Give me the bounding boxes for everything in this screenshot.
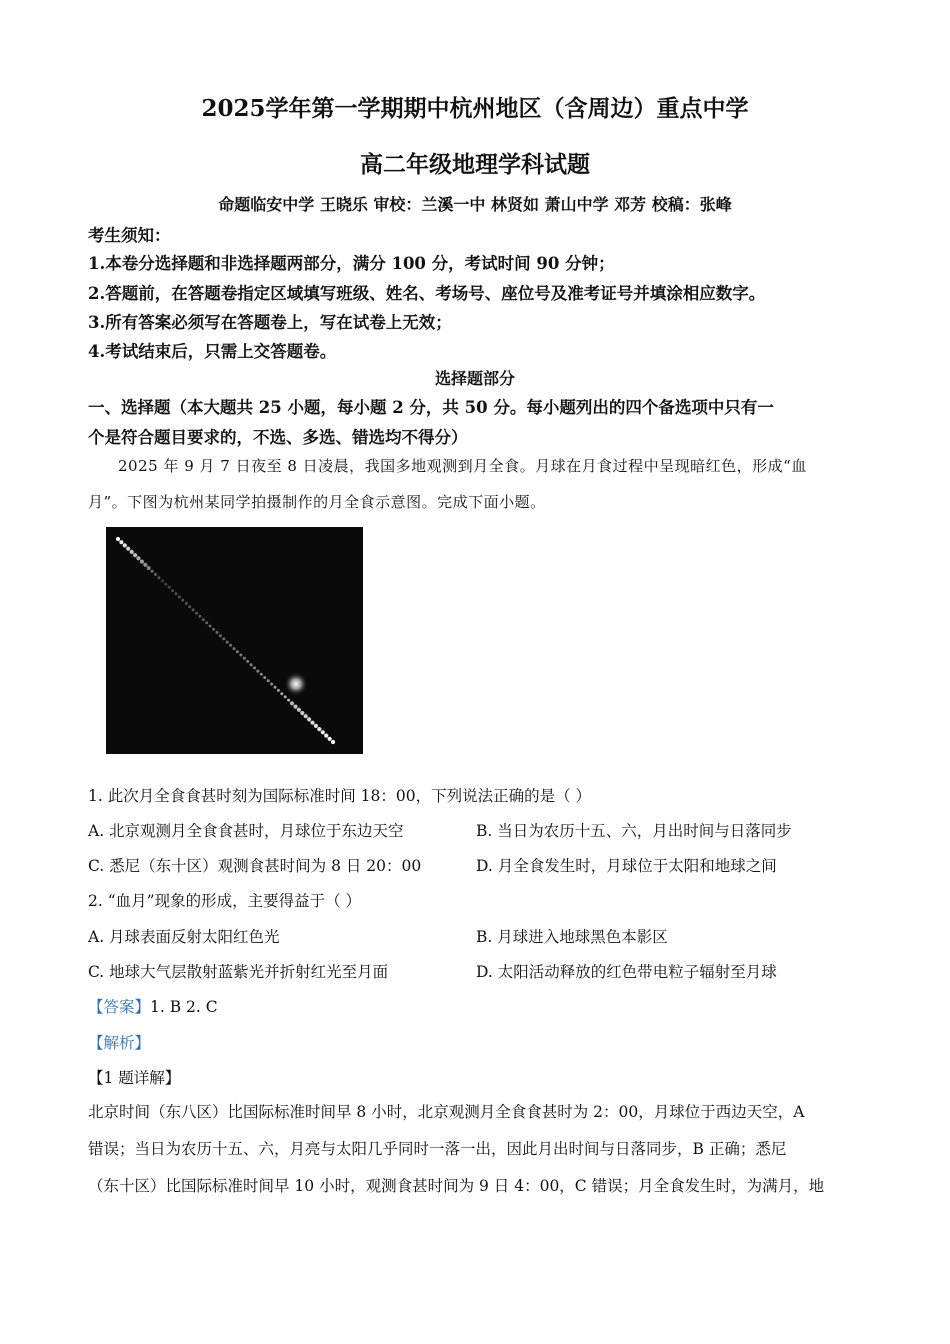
notice-item-4: 4.考试结束后，只需上交答题卷。 — [88, 342, 337, 361]
exam-title-line2: 高二年级地理学科试题 — [360, 151, 590, 178]
question-2-option-a: A. 月球表面反射太阳红色光 — [88, 928, 280, 946]
analysis-line-1: 北京时间（东八区）比国际标准时间早 8 小时，北京观测月全食食甚时为 2：00，月球位于西边天空，A — [88, 1103, 805, 1121]
moon-dot — [321, 730, 325, 734]
moon-dot — [205, 621, 208, 624]
moon-dot — [304, 714, 308, 718]
moon-dot — [314, 724, 318, 728]
moon-dot — [324, 734, 328, 738]
moon-dot — [164, 583, 167, 586]
moon-dot — [236, 650, 239, 653]
moon-dot — [136, 556, 140, 560]
question-2-option-d: D. 太阳活动释放的红色带电粒子辐射至月球 — [476, 963, 777, 981]
moon-dot — [300, 711, 304, 715]
question-2-stem: 2. “血月”现象的形成，主要得益于（ ） — [88, 892, 361, 910]
moon-dot — [233, 647, 236, 650]
notice-heading: 考生须知： — [88, 226, 171, 245]
moon-dot — [246, 660, 249, 663]
moon-dot — [277, 689, 280, 692]
notice-item-1: 1.本卷分选择题和非选择题两部分，满分 100 分，考试时间 90 分钟； — [88, 254, 615, 273]
moon-dot — [256, 670, 259, 673]
moon-dot — [119, 540, 123, 544]
moon-dot — [243, 657, 246, 660]
moon-dot — [260, 673, 263, 676]
moon-dot — [239, 654, 242, 657]
question-1-option-b: B. 当日为农历十五、六，月出时间与日落同步 — [476, 822, 792, 840]
authors-line: 命题临安中学 王晓乐 审校：兰溪一中 林贤如 萧山中学 邓芳 校稿：张峰 — [218, 195, 732, 214]
question-2-option-c: C. 地球大气层散射蓝紫光并折射红光至月面 — [88, 963, 389, 981]
moon-dot — [253, 666, 256, 669]
moon-dot-sequence — [116, 537, 335, 744]
moon-dot — [147, 566, 151, 570]
moon-dot — [209, 625, 212, 628]
moon-dot — [185, 602, 188, 605]
moon-dot — [126, 547, 130, 551]
moon-dot — [116, 537, 120, 541]
moon-dot — [192, 608, 195, 611]
moon-dot — [328, 737, 332, 741]
section-instruction-line1: 一、选择题（本大题共 25 小题，每小题 2 分，共 50 分。每小题列出的四个备选项中只有一 — [88, 398, 774, 417]
answer-line — [88, 995, 218, 1017]
moon-dot — [317, 727, 321, 731]
moon-dot — [310, 721, 314, 725]
answer-tag: 【答案】 — [88, 998, 151, 1016]
lunar-eclipse-sequence — [106, 527, 363, 754]
analysis-line-3: （东十区）比国际标准时间早 10 小时，观测食甚时间为 9 日 4：00，C 错误；月全食发生时，为满月，地 — [88, 1177, 825, 1195]
exam-title-line1: 2025学年第一学期期中杭州地区（含周边）重点中学 — [201, 95, 749, 122]
eclipse-glow — [284, 672, 308, 696]
moon-dot — [284, 695, 287, 698]
moon-dot — [270, 683, 273, 686]
moon-dot — [250, 663, 253, 666]
moon-dot — [331, 740, 335, 744]
moon-dot — [188, 605, 191, 608]
moon-dot — [151, 570, 154, 573]
question-1-option-d: D. 月全食发生时，月球位于太阳和地球之间 — [476, 857, 777, 875]
moon-dot — [202, 618, 205, 621]
question-1-option-c: C. 悉尼（东十区）观测食甚时间为 8 日 20：00 — [88, 857, 422, 875]
moon-dot — [219, 634, 222, 637]
moon-dot — [171, 589, 174, 592]
question-2-option-b: B. 月球进入地球黑色本影区 — [476, 928, 668, 946]
moon-dot — [267, 679, 270, 682]
moon-dot — [293, 705, 297, 709]
moon-dot — [263, 676, 266, 679]
answer-text: 1. B 2. C — [150, 998, 218, 1016]
moon-dot — [168, 586, 171, 589]
moon-dot — [123, 543, 127, 547]
moon-dot — [307, 717, 311, 721]
moon-dot — [290, 701, 294, 705]
moon-dot — [154, 573, 157, 576]
moon-dot — [158, 576, 161, 579]
analysis-line-2: 错误；当日为农历十五、六，月亮与太阳几乎同时一落一出，因此月出时间与日落同步，B 正确；悉尼 — [88, 1140, 787, 1158]
material-line2: 月”。下图为杭州某同学拍摄制作的月全食示意图。完成下面小题。 — [88, 493, 546, 511]
analysis-subheading: 【1 题详解】 — [88, 1069, 181, 1087]
section-instruction-line2: 个是符合题目要求的，不选、多选、错选均不得分） — [88, 428, 468, 447]
moon-dot — [280, 692, 283, 695]
moon-dot — [226, 641, 229, 644]
lunar-eclipse-photo — [106, 527, 363, 754]
moon-dot — [175, 592, 178, 595]
moon-dot — [181, 599, 184, 602]
notice-item-2: 2.答题前，在答题卷指定区域填写班级、姓名、考场号、座位号及准考证号并填涂相应数字。 — [88, 284, 766, 303]
section-title: 选择题部分 — [434, 369, 515, 388]
moon-dot — [195, 612, 198, 615]
moon-dot — [140, 560, 144, 564]
moon-dot — [287, 699, 290, 702]
moon-dot — [212, 628, 215, 631]
moon-dot — [161, 579, 164, 582]
moon-dot — [178, 596, 181, 599]
analysis-tag: 【解析】 — [88, 1034, 151, 1052]
moon-dot — [274, 686, 277, 689]
moon-dot — [143, 563, 147, 567]
notice-item-3: 3.所有答案必须写在答题卷上，写在试卷上无效； — [88, 313, 452, 332]
moon-dot — [222, 637, 225, 640]
moon-dot — [198, 615, 201, 618]
moon-dot — [297, 708, 301, 712]
question-1-stem: 1. 此次月全食食甚时刻为国际标准时间 18：00，下列说法正确的是（ ） — [88, 787, 592, 805]
material-line1: 2025 年 9 月 7 日夜至 8 日凌晨，我国多地观测到月全食。月球在月食过程中呈现暗红色，形成“血 — [118, 457, 807, 475]
question-1-option-a: A. 北京观测月全食食甚时，月球位于东边天空 — [88, 822, 404, 840]
moon-dot — [133, 553, 137, 557]
moon-dot — [130, 550, 134, 554]
moon-dot — [229, 644, 232, 647]
moon-dot — [216, 631, 219, 634]
